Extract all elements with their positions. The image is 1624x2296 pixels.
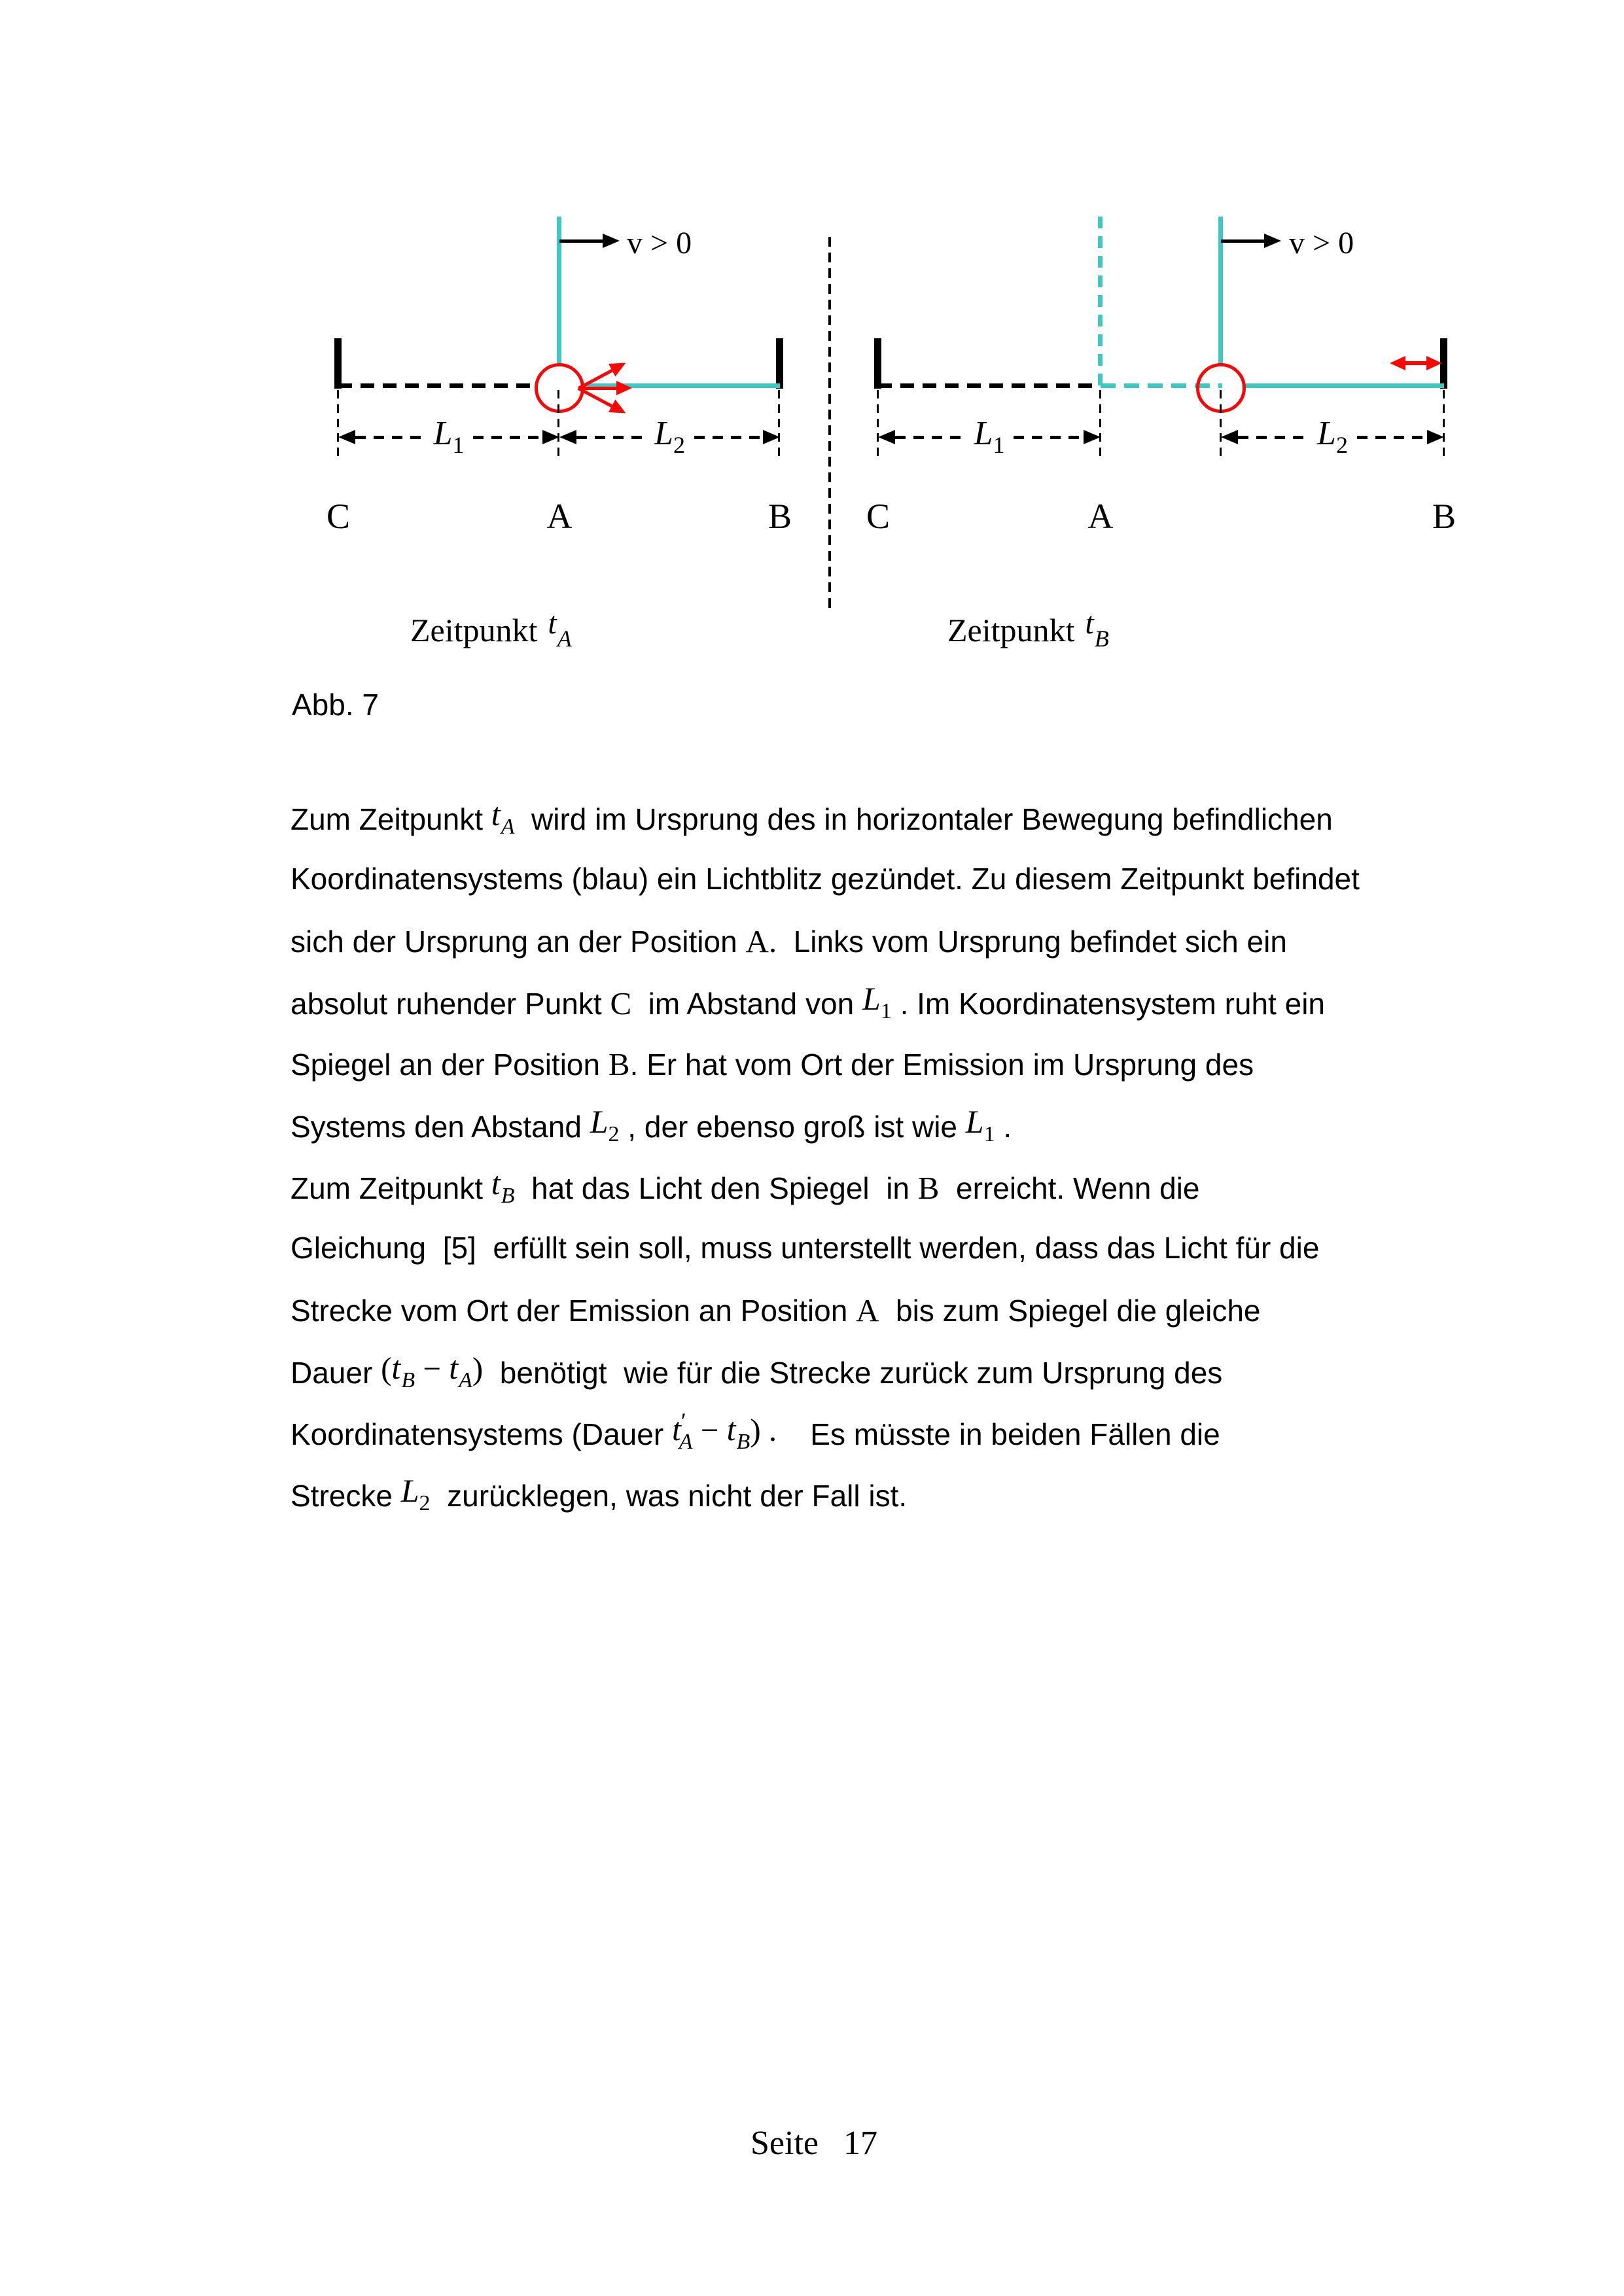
dimension-l1 [338,414,559,459]
arrowhead-icon [1390,356,1405,370]
light-flash-circle [535,363,584,413]
dim-label-l2: $L_2$ [654,414,685,459]
dashed-axis-c-to-a-right [878,383,1102,388]
body-line: Koordinatensystems (Dauer t′A − tB) . Es müsste in beiden Fällen die [291,1408,1220,1454]
body-line: Dauer (tB − tA) benötigt wie für die Strecke zurück zum Ursprung des [291,1349,1223,1392]
zeitpunkt-label-tb: Zeitpunkt tB [947,606,1109,652]
point-label-b: B [768,497,792,536]
arrowhead-icon [616,381,632,395]
guide-line-b [778,390,780,459]
arrowhead-icon [1221,430,1238,444]
dimension-l2 [559,414,780,459]
body-line: Zum Zeitpunkt tB hat das Licht den Spiegel in B erreicht. Wenn die [291,1165,1200,1208]
page-number: 17 [843,2125,877,2162]
body-line: sich der Ursprung an der Position A. Links vom Ursprung befindet sich ein [291,923,1287,959]
arrowhead-icon [609,357,629,377]
footer-label: Seite [750,2125,819,2162]
arrowhead-icon [603,234,620,248]
arrowhead-icon [1084,430,1101,444]
previous-axis-vertical-dashed [1098,217,1103,387]
point-label-a-right: A [1087,497,1114,536]
arrowhead-icon [542,430,559,444]
guide-line-c-right [877,390,879,459]
guide-line-a [557,390,559,459]
dim-label-l2-right: $L_2$ [1317,414,1348,459]
dim-label-l1-right: $L_1$ [974,414,1005,459]
arrowhead-icon [559,430,576,444]
page-footer [750,2124,877,2163]
mirror-b-left [776,338,783,389]
point-label-c: C [326,497,351,536]
dimension-l1-right [878,414,1101,459]
arrowhead-icon [1264,234,1281,248]
arrowhead-icon [763,430,780,444]
velocity-arrow-right [1221,233,1281,249]
figure-caption: Abb. 7 [292,688,379,722]
body-line: absolut ruhender Punkt C im Abstand von L1 . Im Koordinatensystem ruht ein [291,980,1326,1023]
panel-divider-dashed-line [828,237,831,609]
dashed-axis-c-to-a [338,383,538,388]
arrowhead-icon [1427,430,1444,444]
point-label-b-right: B [1432,497,1456,536]
arrowhead-icon [338,430,355,444]
arrowhead-icon [1426,356,1442,370]
system-axis-horizontal-right [1244,383,1444,388]
body-line: Koordinatensystems (blau) ein Lichtblitz gezündet. Zu diesem Zeitpunkt befindet [291,862,1360,896]
body-line: Systems den Abstand L2 , der ebenso groß ist wie L1 . [291,1103,1012,1146]
arrowhead-icon [609,400,629,420]
arrowhead-icon [878,430,895,444]
velocity-label: v > 0 [627,226,692,260]
guide-line-a-right [1099,390,1101,459]
velocity-arrow [559,233,620,249]
light-at-mirror-double-arrow [1390,356,1442,370]
velocity-label-right: v > 0 [1289,226,1354,260]
zeitpunkt-label-ta: Zeitpunkt tA [410,606,572,652]
body-line: Strecke L2 zurücklegen, was nicht der Fall ist. [291,1472,908,1515]
guide-line-origin-right [1220,390,1222,459]
dimension-l2-right [1221,414,1444,459]
guide-line-c [337,390,339,459]
guide-line-b-right [1443,390,1445,459]
body-line: Zum Zeitpunkt tA wird im Ursprung des in horizontaler Bewegung befindlichen [291,796,1333,839]
marker-c-left [334,338,342,389]
marker-c-right [874,338,881,389]
dim-label-l1: $L_1$ [433,414,465,459]
body-line: Spiegel an der Position B. Er hat vom Ort der Emission im Ursprung des [291,1046,1254,1082]
point-label-a: A [546,497,573,536]
point-label-c-right: C [866,497,891,536]
body-line: Strecke vom Ort der Emission an Position A bis zum Spiegel die gleiche [291,1292,1261,1328]
body-line: Gleichung [5] erfüllt sein soll, muss unterstellt werden, dass das Licht für die [291,1231,1320,1265]
